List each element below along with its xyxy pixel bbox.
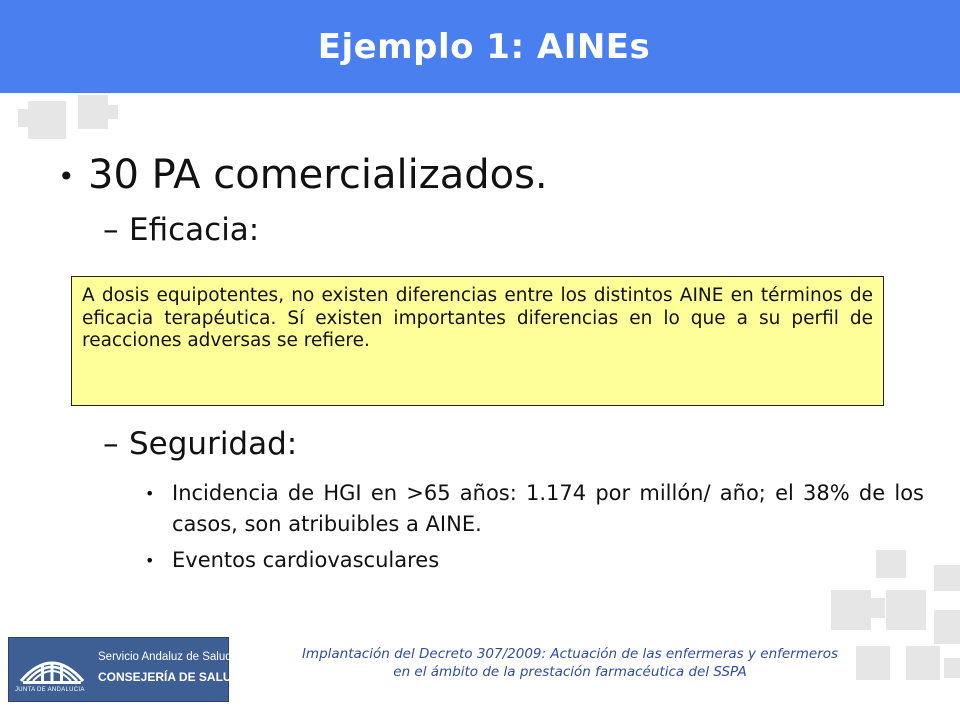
- footer-line-1: Implantación del Decreto 307/2009: Actuación de las enfermeras y enfermeros: [301, 646, 839, 662]
- sas-logo: [8, 637, 241, 702]
- slide-header: [0, 0, 960, 93]
- bullet-dot: •: [145, 551, 155, 570]
- slide-title: Ejemplo 1: AINEs: [317, 26, 651, 67]
- list-item: [145, 545, 924, 576]
- dash-marker: –: [103, 212, 119, 248]
- sub-seguridad: [103, 424, 297, 464]
- footer-line-2: en el ámbito de la prestación farmacéutica del SSPA: [393, 664, 747, 680]
- bullet-dot: •: [58, 160, 75, 193]
- list-item: [145, 478, 924, 539]
- efficacy-callout-box: A dosis equipotentes, no existen diferencias entre los distintos AINE en términos de eficacia terapéutica. Sí existen importantes diferencias en lo que a su perfil de reacciones adversas se refiere.: [71, 276, 884, 406]
- sub-eficacia-label: Eficacia:: [129, 212, 260, 248]
- sub-eficacia: [103, 210, 259, 250]
- sub-seguridad-label: Seguridad:: [129, 426, 298, 462]
- list-item-text: Incidencia de HGI en >65 años: 1.174 por millón/ año; el 38% de los casos, son atribuibles a AINE.: [172, 481, 924, 536]
- logo-junta-label: JUNTA DE ANDALUCIA: [15, 687, 85, 693]
- logo-department-name: CONSEJERÍA DE SALUD: [98, 670, 241, 684]
- list-item-text: Eventos cardiovasculares: [172, 548, 440, 572]
- bullet-dot: •: [145, 484, 155, 503]
- bullet-text: 30 PA comercializados.: [88, 152, 548, 198]
- decorative-puzzle-top-left: [18, 95, 128, 155]
- logo-service-name: Servicio Andaluz de Salud: [98, 651, 232, 663]
- bullet-commercialized: [58, 148, 908, 204]
- dash-marker: –: [103, 426, 119, 462]
- footer-caption: [240, 645, 900, 681]
